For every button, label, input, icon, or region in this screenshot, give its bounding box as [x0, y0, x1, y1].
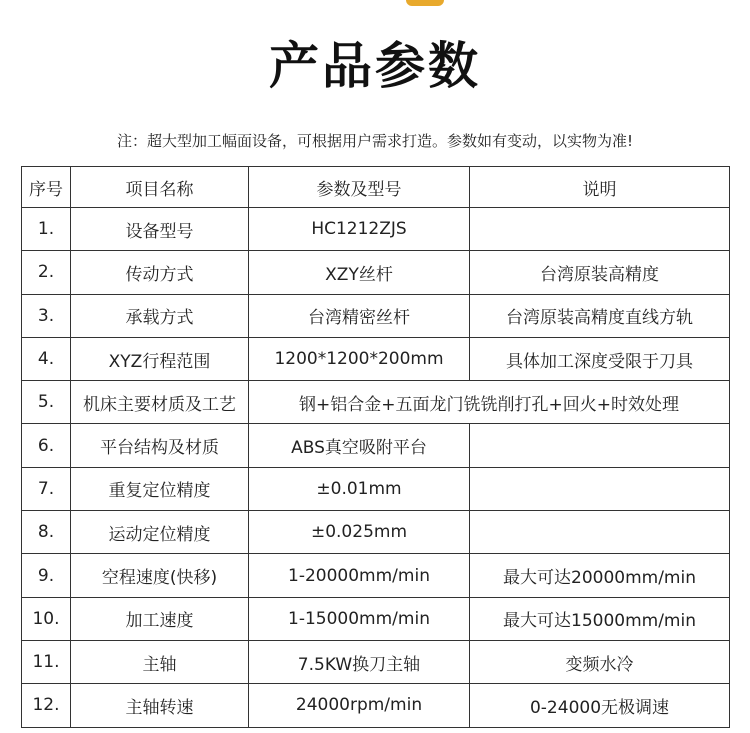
row-spec: 1200*1200*200mm	[249, 337, 470, 380]
row-desc: 0-24000无极调速	[470, 684, 730, 727]
row-spec-wide: 钢+铝合金+五面龙门铣铣削打孔+回火+时效处理	[249, 381, 730, 424]
row-index: 3.	[22, 294, 71, 337]
row-item: 主轴	[71, 640, 249, 683]
table-header-row	[22, 167, 730, 208]
row-desc: 最大可达15000mm/min	[470, 597, 730, 640]
table-row	[22, 381, 730, 424]
table-row	[22, 511, 730, 554]
row-spec: 24000rpm/min	[249, 684, 470, 727]
row-index: 9.	[22, 554, 71, 597]
row-desc	[470, 467, 730, 510]
row-item: 重复定位精度	[71, 467, 249, 510]
row-item: XYZ行程范围	[71, 337, 249, 380]
row-item: 设备型号	[71, 208, 249, 251]
row-index: 8.	[22, 511, 71, 554]
row-spec: ±0.01mm	[249, 467, 470, 510]
header-desc: 说明	[470, 167, 730, 208]
page-title: 产品参数	[269, 37, 481, 95]
row-item: 运动定位精度	[71, 511, 249, 554]
row-desc: 具体加工深度受限于刀具	[470, 337, 730, 380]
row-index: 12.	[22, 684, 71, 727]
table-row	[22, 251, 730, 294]
row-index: 10.	[22, 597, 71, 640]
disclaimer-note: 注：超大型加工幅面设备，可根据用户需求打造。参数如有变动，以实物为准!	[116, 132, 634, 150]
row-desc	[470, 511, 730, 554]
table-row	[22, 597, 730, 640]
row-index: 11.	[22, 640, 71, 683]
header-spec: 参数及型号	[249, 167, 470, 208]
table-row	[22, 294, 730, 337]
row-spec: ABS真空吸附平台	[249, 424, 470, 467]
table-row	[22, 208, 730, 251]
row-desc	[470, 208, 730, 251]
row-desc: 台湾原装高精度	[470, 251, 730, 294]
row-item: 平台结构及材质	[71, 424, 249, 467]
row-spec: 1-15000mm/min	[249, 597, 470, 640]
row-item: 主轴转速	[71, 684, 249, 727]
row-desc	[470, 424, 730, 467]
row-index: 4.	[22, 337, 71, 380]
row-desc: 变频水冷	[470, 640, 730, 683]
parameters-table	[21, 166, 730, 728]
row-index: 5.	[22, 381, 71, 424]
row-item: 承载方式	[71, 294, 249, 337]
row-item: 传动方式	[71, 251, 249, 294]
row-spec: 台湾精密丝杆	[249, 294, 470, 337]
row-index: 7.	[22, 467, 71, 510]
table-row	[22, 684, 730, 727]
row-index: 6.	[22, 424, 71, 467]
row-item: 机床主要材质及工艺	[71, 381, 249, 424]
row-spec: 1-20000mm/min	[249, 554, 470, 597]
row-item: 加工速度	[71, 597, 249, 640]
row-spec: HC1212ZJS	[249, 208, 470, 251]
row-spec: 7.5KW换刀主轴	[249, 640, 470, 683]
row-index: 2.	[22, 251, 71, 294]
header-index: 序号	[22, 167, 71, 208]
row-desc: 最大可达20000mm/min	[470, 554, 730, 597]
table-row	[22, 554, 730, 597]
row-spec: XZY丝杆	[249, 251, 470, 294]
table-row	[22, 337, 730, 380]
table-row	[22, 424, 730, 467]
table-row	[22, 467, 730, 510]
row-item: 空程速度(快移)	[71, 554, 249, 597]
row-desc: 台湾原装高精度直线方轨	[470, 294, 730, 337]
row-index: 1.	[22, 208, 71, 251]
row-spec: ±0.025mm	[249, 511, 470, 554]
brand-logo-tab	[406, 0, 444, 6]
table-row	[22, 640, 730, 683]
header-item: 项目名称	[71, 167, 249, 208]
